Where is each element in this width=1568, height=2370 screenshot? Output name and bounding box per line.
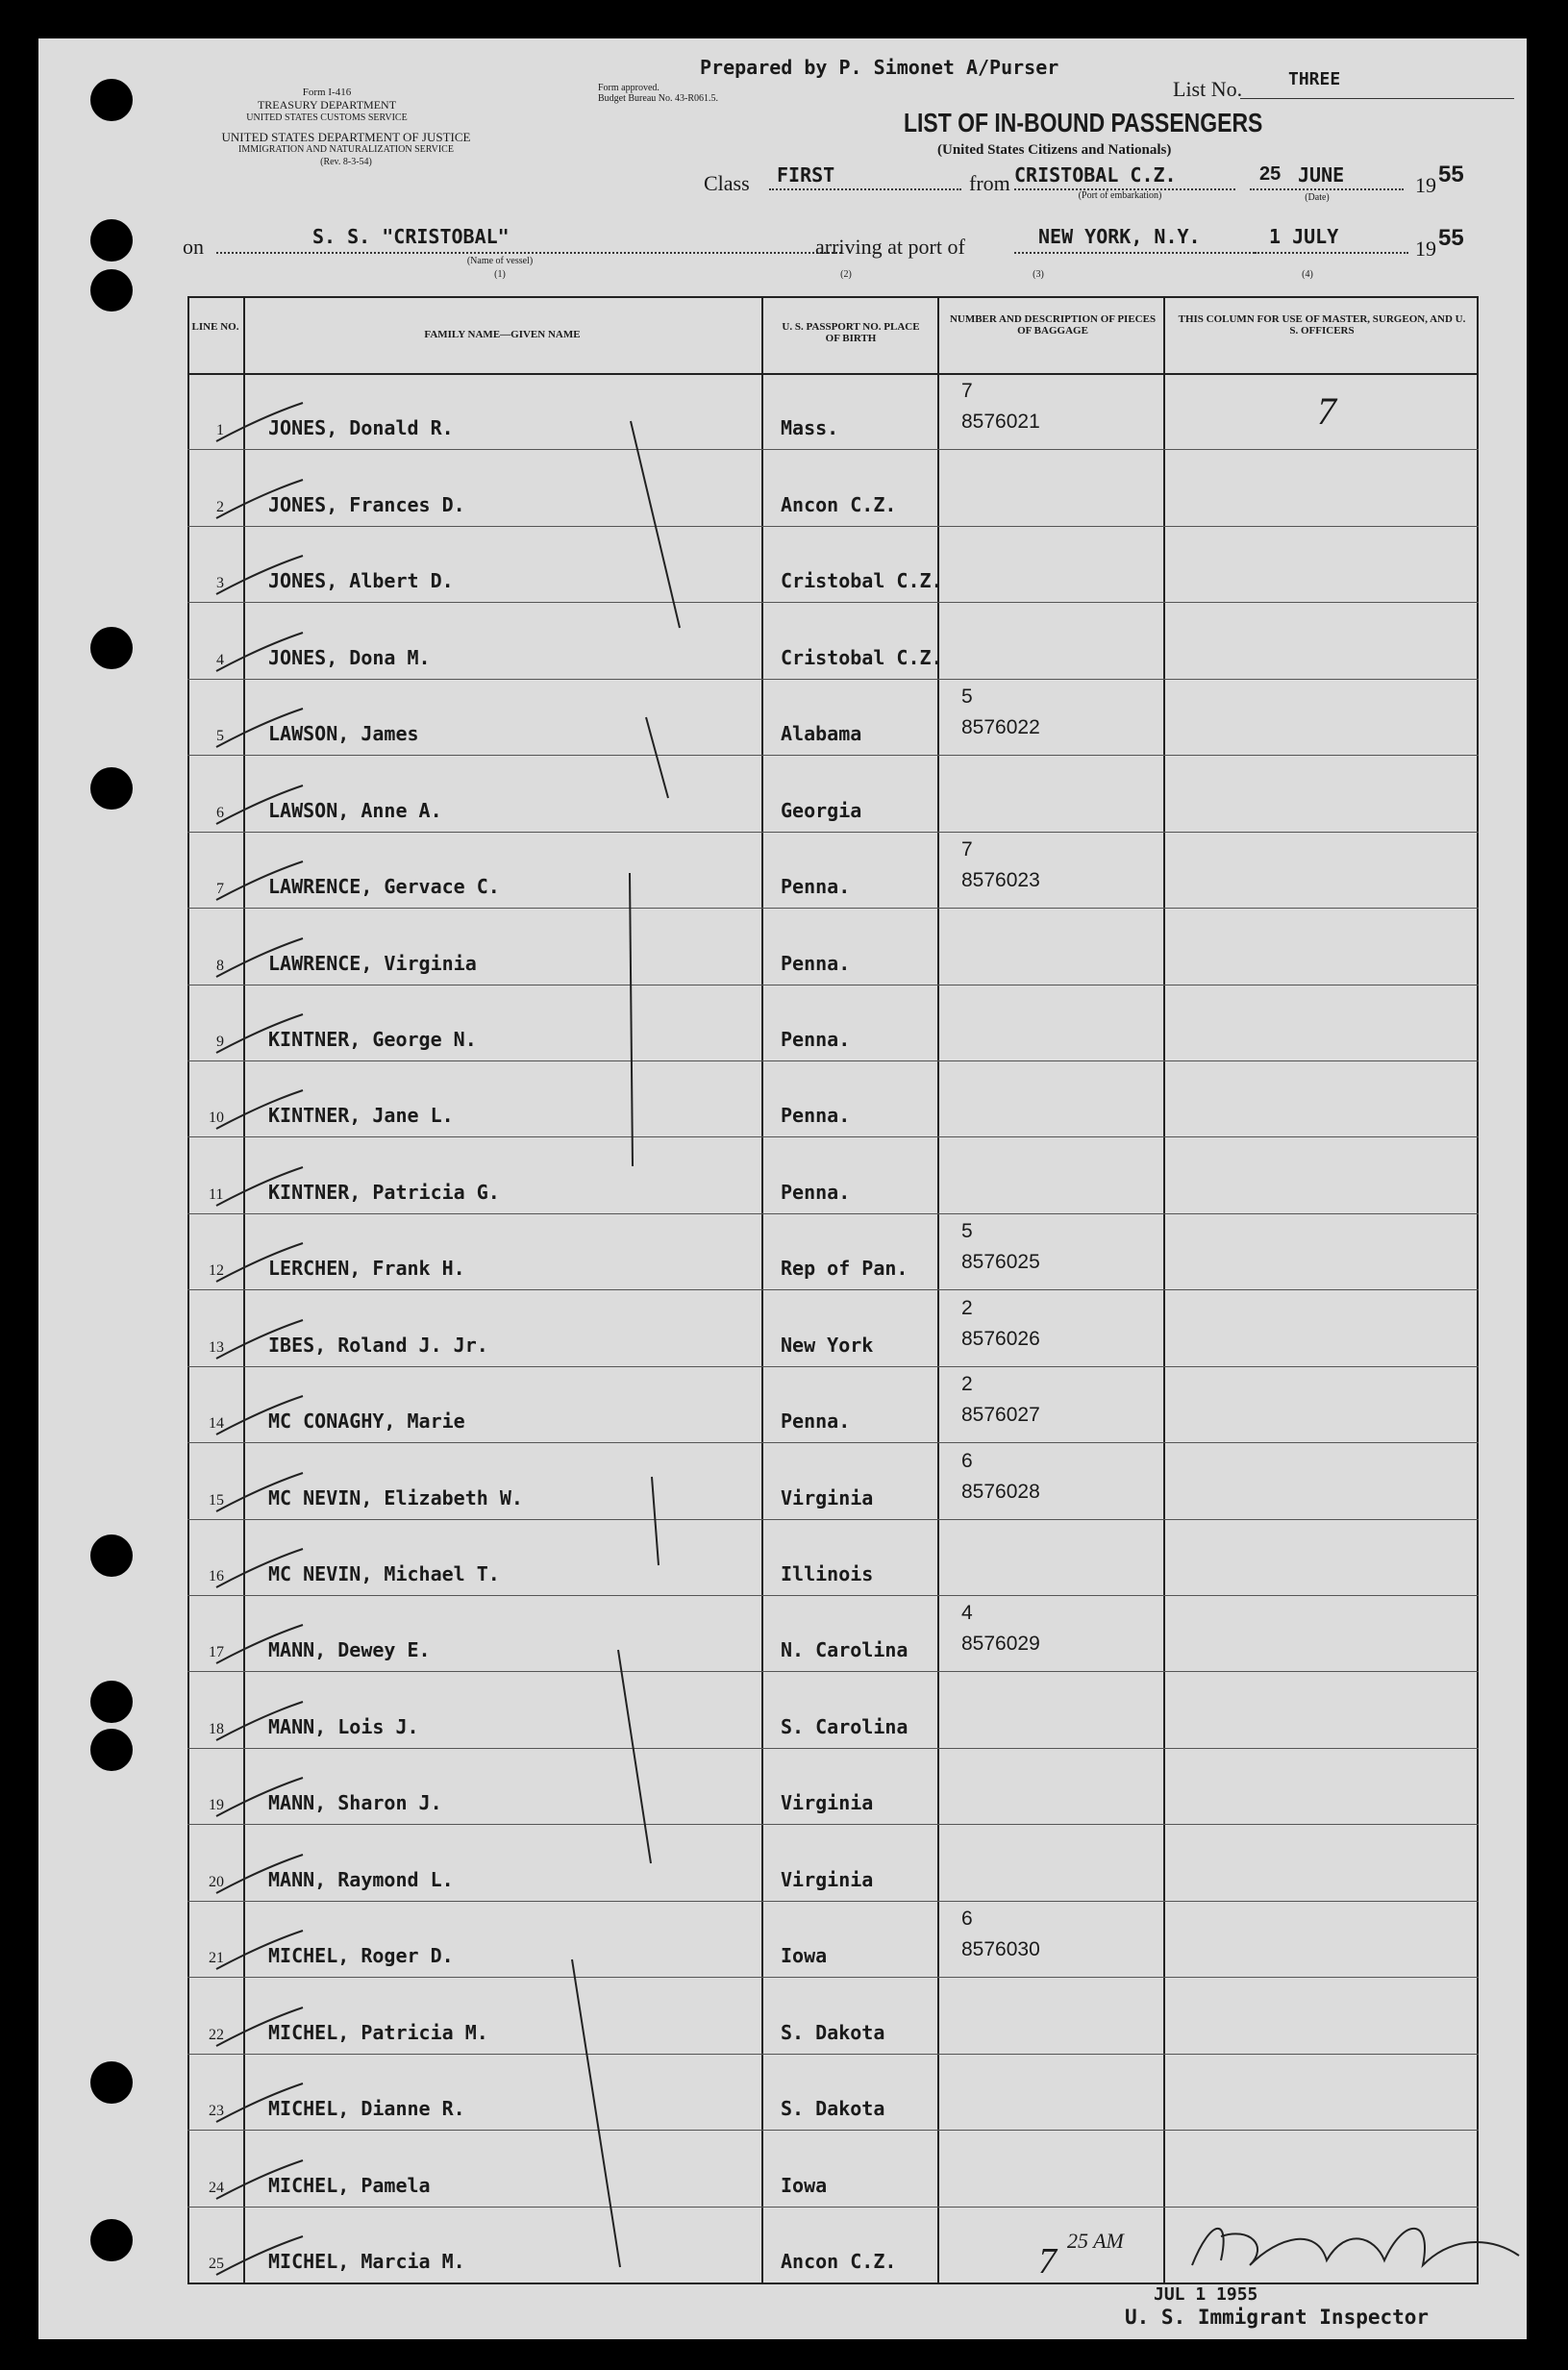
passenger-name: MC CONAGHY, Marie bbox=[268, 1410, 465, 1434]
passenger-name: JONES, Dona M. bbox=[268, 645, 431, 669]
baggage-count: 2 bbox=[961, 1373, 973, 1396]
budget-bureau-label: Budget Bureau No. 43-R061.5. bbox=[598, 93, 718, 104]
place-of-birth: Penna. bbox=[781, 875, 851, 899]
place-of-birth: N. Carolina bbox=[781, 1638, 908, 1662]
vessel-name: S. S. "CRISTOBAL" bbox=[312, 225, 510, 248]
passenger-name: MICHEL, Pamela bbox=[268, 2173, 431, 2197]
baggage-tag: 8576027 bbox=[961, 1404, 1040, 1427]
class-value: FIRST bbox=[777, 163, 835, 187]
column-caption-3: (3) bbox=[1033, 269, 1044, 280]
line-number: 4 bbox=[216, 651, 224, 668]
place-of-birth: Cristobal C.Z. bbox=[781, 645, 943, 669]
inspector-signature bbox=[1182, 2208, 1538, 2284]
baggage-count: 2 bbox=[961, 1296, 973, 1319]
arrival-date-underline bbox=[1255, 252, 1408, 254]
port-caption: (Port of embarkation) bbox=[1078, 190, 1162, 201]
passenger-name: MICHEL, Patricia M. bbox=[268, 2020, 488, 2044]
line-number: 8 bbox=[216, 957, 224, 974]
line-number: 10 bbox=[209, 1110, 224, 1127]
line-number: 24 bbox=[209, 2179, 224, 2196]
baggage-count: 5 bbox=[961, 686, 973, 709]
list-no-value: THREE bbox=[1288, 69, 1341, 89]
place-of-birth: Rep of Pan. bbox=[781, 1257, 908, 1281]
line-number: 22 bbox=[209, 2026, 224, 2043]
passenger-name: MICHEL, Dianne R. bbox=[268, 2097, 465, 2121]
from-label: from bbox=[969, 171, 1010, 195]
baggage-tag: 8576021 bbox=[961, 411, 1040, 434]
line-number: 21 bbox=[209, 1950, 224, 1967]
punch-hole bbox=[90, 1534, 133, 1577]
on-label: on bbox=[183, 235, 204, 259]
line-number: 18 bbox=[209, 1720, 224, 1737]
header-line-no: LINE NO. bbox=[191, 321, 239, 333]
stamp-inspector: U. S. Immigrant Inspector bbox=[1125, 2306, 1430, 2329]
page-title: LIST OF IN-BOUND PASSENGERS bbox=[904, 108, 1263, 137]
passenger-name: LAWSON, Anne A. bbox=[268, 798, 442, 822]
header-baggage: NUMBER AND DESCRIPTION OF PIECES OF BAGGAGE bbox=[949, 313, 1157, 337]
line-number: 5 bbox=[216, 728, 224, 745]
arrival-port: NEW YORK, N.Y. bbox=[1038, 225, 1201, 248]
place-of-birth: Iowa bbox=[781, 1944, 828, 1968]
place-of-birth: Illinois bbox=[781, 1562, 874, 1586]
column-caption-2: (2) bbox=[840, 269, 852, 280]
baggage-count: 7 bbox=[961, 838, 973, 861]
line-number: 19 bbox=[209, 1797, 224, 1814]
passenger-name: LERCHEN, Frank H. bbox=[268, 1257, 465, 1281]
baggage-tag: 8576023 bbox=[961, 869, 1040, 892]
place-of-birth: Ancon C.Z. bbox=[781, 492, 897, 516]
list-no-underline bbox=[1240, 98, 1514, 99]
punch-hole bbox=[90, 2061, 133, 2104]
arrival-year-suffix: 55 bbox=[1438, 225, 1464, 251]
place-of-birth: Ancon C.Z. bbox=[781, 2249, 897, 2273]
passenger-name: MICHEL, Roger D. bbox=[268, 1944, 454, 1968]
line-number: 17 bbox=[209, 1644, 224, 1661]
line-number: 11 bbox=[209, 1185, 224, 1203]
revision-label: (Rev. 8-3-54) bbox=[320, 157, 372, 167]
line-number: 16 bbox=[209, 1568, 224, 1585]
embark-year-prefix: 19 bbox=[1415, 173, 1436, 197]
baggage-tag: 8576028 bbox=[961, 1480, 1040, 1503]
baggage-tag: 8576029 bbox=[961, 1633, 1040, 1656]
passenger-name: LAWRENCE, Virginia bbox=[268, 951, 477, 975]
port-of-embarkation: CRISTOBAL C.Z. bbox=[1014, 163, 1177, 187]
line-number: 23 bbox=[209, 2103, 224, 2120]
embark-year-suffix: 55 bbox=[1438, 162, 1464, 187]
justice-label: UNITED STATES DEPARTMENT OF JUSTICE bbox=[221, 130, 471, 144]
prepared-by: Prepared by P. Simonet A/Purser bbox=[700, 56, 1059, 79]
embark-month: JUNE bbox=[1298, 163, 1345, 187]
passenger-name: MC NEVIN, Michael T. bbox=[268, 1562, 500, 1586]
passenger-name: MANN, Raymond L. bbox=[268, 1867, 454, 1891]
punch-hole bbox=[90, 767, 133, 810]
justice-block bbox=[163, 131, 529, 168]
baggage-count: 7 bbox=[961, 380, 973, 403]
place-of-birth: Virginia bbox=[781, 1791, 874, 1815]
passenger-name: JONES, Frances D. bbox=[268, 492, 465, 516]
place-of-birth: Virginia bbox=[781, 1867, 874, 1891]
line-number: 15 bbox=[209, 1491, 224, 1509]
vessel-underline bbox=[216, 252, 841, 254]
place-of-birth: Penna. bbox=[781, 1180, 851, 1204]
form-approved-label: Form approved. bbox=[598, 83, 660, 93]
passenger-name: LAWSON, James bbox=[268, 722, 419, 746]
line-number: 7 bbox=[216, 881, 224, 898]
date-caption: (Date) bbox=[1305, 192, 1330, 203]
line-number: 6 bbox=[216, 804, 224, 821]
line-number: 25 bbox=[209, 2255, 224, 2272]
header-officers: THIS COLUMN FOR USE OF MASTER, SURGEON, AND U. S. OFFICERS bbox=[1178, 313, 1466, 337]
stamp-date: JUL 1 1955 bbox=[1154, 2284, 1258, 2305]
footer-time-mark: 25 AM bbox=[1067, 2229, 1124, 2253]
form-number: Form I-416 bbox=[302, 87, 352, 98]
place-of-birth: S. Dakota bbox=[781, 2020, 885, 2044]
line-number: 13 bbox=[209, 1338, 224, 1356]
punch-hole bbox=[90, 79, 133, 121]
punch-hole bbox=[90, 627, 133, 669]
place-of-birth: Cristobal C.Z. bbox=[781, 569, 943, 593]
page-subtitle: (United States Citizens and Nationals) bbox=[937, 142, 1172, 158]
baggage-count: 6 bbox=[961, 1449, 973, 1472]
line-number: 12 bbox=[209, 1262, 224, 1280]
header-family-name: FAMILY NAME—GIVEN NAME bbox=[424, 329, 581, 340]
baggage-tag: 8576026 bbox=[961, 1327, 1040, 1350]
column-caption-4: (4) bbox=[1302, 269, 1313, 280]
passenger-name: JONES, Albert D. bbox=[268, 569, 454, 593]
passenger-name: MANN, Sharon J. bbox=[268, 1791, 442, 1815]
passenger-name: MANN, Dewey E. bbox=[268, 1638, 431, 1662]
class-underline bbox=[769, 188, 961, 190]
place-of-birth: Iowa bbox=[781, 2173, 828, 2197]
approval-block bbox=[598, 83, 718, 104]
arrival-port-underline bbox=[1014, 252, 1255, 254]
passenger-table bbox=[187, 296, 1479, 2284]
place-of-birth: Georgia bbox=[781, 798, 862, 822]
line-number: 1 bbox=[216, 422, 224, 439]
immigration-label: IMMIGRATION AND NATURALIZATION SERVICE bbox=[238, 144, 454, 155]
arrival-date: 1 JULY bbox=[1269, 225, 1339, 248]
line-number: 9 bbox=[216, 1033, 224, 1050]
punch-hole bbox=[90, 219, 133, 262]
passenger-name: KINTNER, George N. bbox=[268, 1027, 477, 1051]
passenger-name: KINTNER, Patricia G. bbox=[268, 1180, 500, 1204]
column-caption-1: (1) bbox=[494, 269, 506, 280]
place-of-birth: Penna. bbox=[781, 1027, 851, 1051]
baggage-count: 5 bbox=[961, 1220, 973, 1243]
line-number: 2 bbox=[216, 498, 224, 515]
footer-total-mark: 7 bbox=[1038, 2241, 1057, 2282]
passenger-name: IBES, Roland J. Jr. bbox=[268, 1333, 488, 1357]
line-number: 20 bbox=[209, 1873, 224, 1890]
passenger-name: MICHEL, Marcia M. bbox=[268, 2249, 465, 2273]
header-passport: U. S. PASSPORT NO. PLACE OF BIRTH bbox=[782, 321, 920, 344]
class-label: Class bbox=[704, 171, 750, 195]
line-number: 14 bbox=[209, 1415, 224, 1433]
baggage-tag: 8576025 bbox=[961, 1251, 1040, 1274]
passenger-name: LAWRENCE, Gervace C. bbox=[268, 875, 500, 899]
date-underline bbox=[1250, 188, 1404, 190]
place-of-birth: Mass. bbox=[781, 416, 839, 440]
punch-hole bbox=[90, 2219, 133, 2261]
embark-day: 25 bbox=[1259, 163, 1282, 185]
place-of-birth: Alabama bbox=[781, 722, 862, 746]
arrival-year-prefix: 19 bbox=[1415, 237, 1436, 261]
officer-tally-mark: 7 bbox=[1317, 389, 1336, 433]
passenger-name: KINTNER, Jane L. bbox=[268, 1104, 454, 1128]
form-agency-block bbox=[173, 87, 481, 124]
place-of-birth: Penna. bbox=[781, 951, 851, 975]
baggage-count: 6 bbox=[961, 1908, 973, 1931]
treasury-label: TREASURY DEPARTMENT bbox=[257, 98, 397, 112]
place-of-birth: Penna. bbox=[781, 1410, 851, 1434]
baggage-tag: 8576022 bbox=[961, 716, 1040, 739]
line-number: 3 bbox=[216, 575, 224, 592]
place-of-birth: S. Carolina bbox=[781, 1714, 908, 1738]
passenger-name: MANN, Lois J. bbox=[268, 1714, 419, 1738]
list-no-label: List No. bbox=[1173, 77, 1243, 101]
punch-hole bbox=[90, 1681, 133, 1723]
punch-hole bbox=[90, 269, 133, 312]
passenger-name: JONES, Donald R. bbox=[268, 416, 454, 440]
vessel-caption: (Name of vessel) bbox=[466, 256, 534, 266]
place-of-birth: New York bbox=[781, 1333, 874, 1357]
baggage-tag: 8576030 bbox=[961, 1938, 1040, 1961]
punch-hole bbox=[90, 1729, 133, 1771]
place-of-birth: S. Dakota bbox=[781, 2097, 885, 2121]
place-of-birth: Penna. bbox=[781, 1104, 851, 1128]
customs-label: UNITED STATES CUSTOMS SERVICE bbox=[246, 112, 408, 123]
place-of-birth: Virginia bbox=[781, 1485, 874, 1509]
passenger-name: MC NEVIN, Elizabeth W. bbox=[268, 1485, 523, 1509]
baggage-count: 4 bbox=[961, 1602, 973, 1625]
handwritten-marks bbox=[187, 296, 1479, 2284]
arriving-label: arriving at port of bbox=[815, 235, 965, 259]
